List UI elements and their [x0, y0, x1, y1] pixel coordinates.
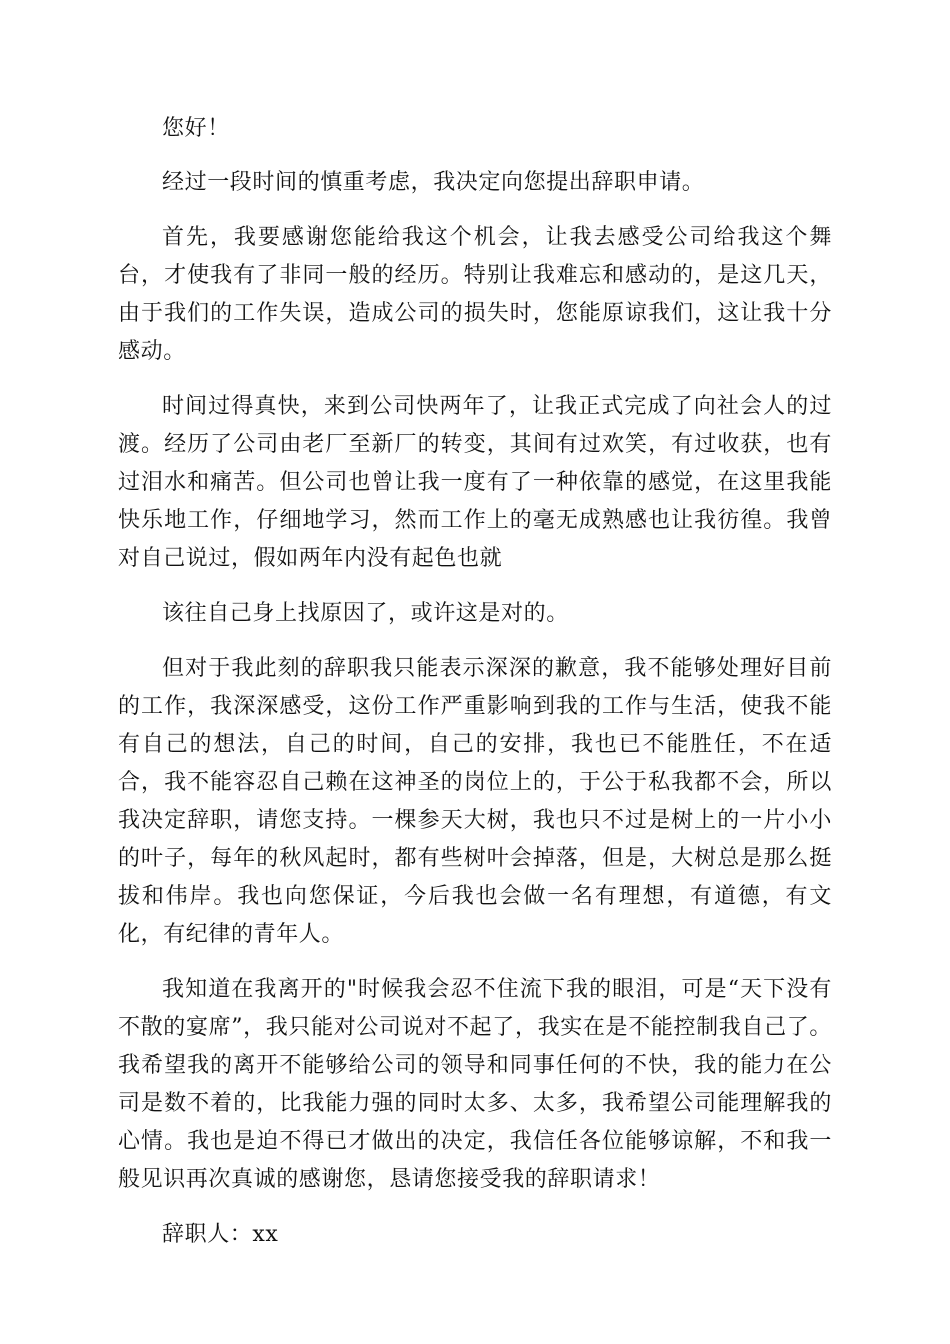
letter-signature: 辞职人：xx — [162, 1222, 279, 1247]
letter-paragraph: 我知道在我离开的"时候我会忍不住流下我的眼泪，可是“天下没有不散的宴席”，我只能对公司说对不起了，我实在是不能控制我自己了。我希望我的离开不能够给公司的领导和同事任何的不快，我的能力在公司是数不着的，比我能力强的同时太多、太多，我希望公司能理解我的心情。我也是迫不得已才做出的决定，我信任各位能够谅解，不和我一般见识再次真诚的感谢您，恳请您接受我的辞职请求！ — [118, 977, 832, 1192]
letter-greeting: 您好！ — [162, 116, 230, 141]
letter-paragraph: 首先，我要感谢您能给我这个机会，让我去感受公司给我这个舞台，才使我有了非同一般的经历。特别让我难忘和感动的，是这几天，由于我们的工作失误，造成公司的损失时，您能原谅我们，这让我十分感动。 — [118, 225, 832, 364]
letter-paragraph: 但对于我此刻的辞职我只能表示深深的歉意，我不能够处理好目前的工作，我深深感受，这份工作严重影响到我的工作与生活，使我不能有自己的想法，自己的时间，自己的安排，我也已不能胜任，不在适合，我不能容忍自己赖在这神圣的岗位上的，于公于私我都不会，所以我决定辞职，请您支持。一棵参天大树，我也只不过是树上的一片小小的叶子，每年的秋风起时，都有些树叶会掉落，但是，大树总是那么挺拔和伟岸。我也向您保证，今后我也会做一名有理想，有道德，有文化，有纪律的青年人。 — [118, 656, 832, 947]
letter-paragraph: 该往自己身上找原因了，或许这是对的。 — [162, 601, 569, 626]
letter-paragraph: 时间过得真快，来到公司快两年了，让我正式完成了向社会人的过渡。经历了公司由老厂至新厂的转变，其间有过欢笑，有过收获，也有过泪水和痛苦。但公司也曾让我一度有了一种依靠的感觉，在这里我能快乐地工作，仔细地学习，然而工作上的毫无成熟感也让我彷徨。我曾对自己说过，假如两年内没有起色也就 — [118, 394, 832, 571]
letter-paragraph: 经过一段时间的慎重考虑，我决定向您提出辞职申请。 — [162, 170, 705, 195]
